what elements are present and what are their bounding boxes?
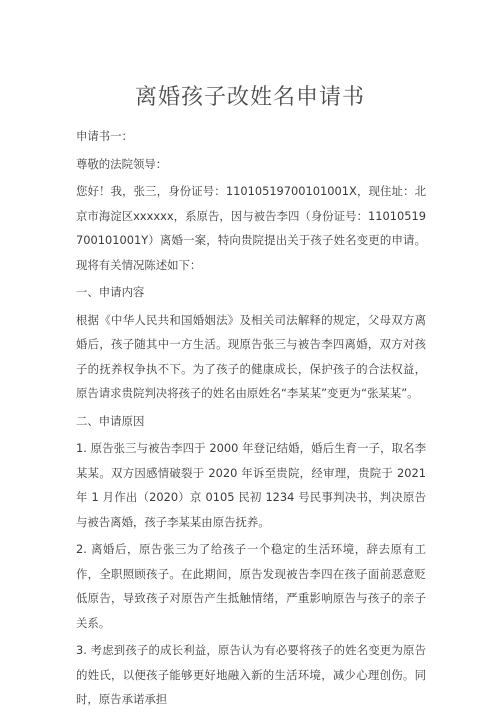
paragraph-reason-1: 1. 原告张三与被告李四于 2000 年登记结婚，婚后生育一子，取名李某某。双方因感情破裂于 2020 年诉至贵院，经审理，贵院于 2021 年 1 月作出（2020）京 0105 民初 1234 号民事判决书，判决原告与被告离婚，孩子李某某由原告抚养。	[76, 441, 426, 529]
paragraph-salutation: 尊敬的法院领导：	[76, 156, 168, 171]
section-heading-2: 二、申请原因	[76, 413, 145, 428]
section-heading-1: 一、申请内容	[76, 285, 145, 299]
paragraph-reason-3: 3. 考虑到孩子的成长利益，原告认为有必要将孩子的姓名变更为原告的姓氏，以便孩子能够更好地融入新的生活环境，减少心理创伤。同时，原告承诺承担	[76, 643, 426, 706]
document-body	[76, 124, 426, 712]
paragraph-heading-1: 申请书一：	[76, 129, 133, 143]
document-title: 离婚孩子改姓名申请书	[134, 85, 365, 110]
paragraph-intro: 您好！我，张三，身份证号：11010519700101001X，现住址：北京市海淀区xxxxxx，系原告，因与被告李四（身份证号：11010519700101001Y）离婚一案，特向贵院提出关于孩子姓名变更的申请。现将有关情况陈述如下：	[76, 184, 426, 272]
paragraph-request: 根据《中华人民共和国婚姻法》及相关司法解释的规定，父母双方离婚后，孩子随其中一方生活。现原告张三与被告李四离婚，双方对孩子的抚养权争执不下。为了孩子的健康成长，保护孩子的合法权益，原告请求贵院判决将孩子的姓名由原姓名“李某某”变更为“张某某”。	[76, 312, 426, 400]
paragraph-reason-2: 2. 离婚后，原告张三为了给孩子一个稳定的生活环境，辞去原有工作，全职照顾孩子。在此期间，原告发现被告李四在孩子面前恶意贬低原告，导致孩子对原告产生抵触情绪，严重影响原告与孩子的亲子关系。	[76, 542, 426, 630]
